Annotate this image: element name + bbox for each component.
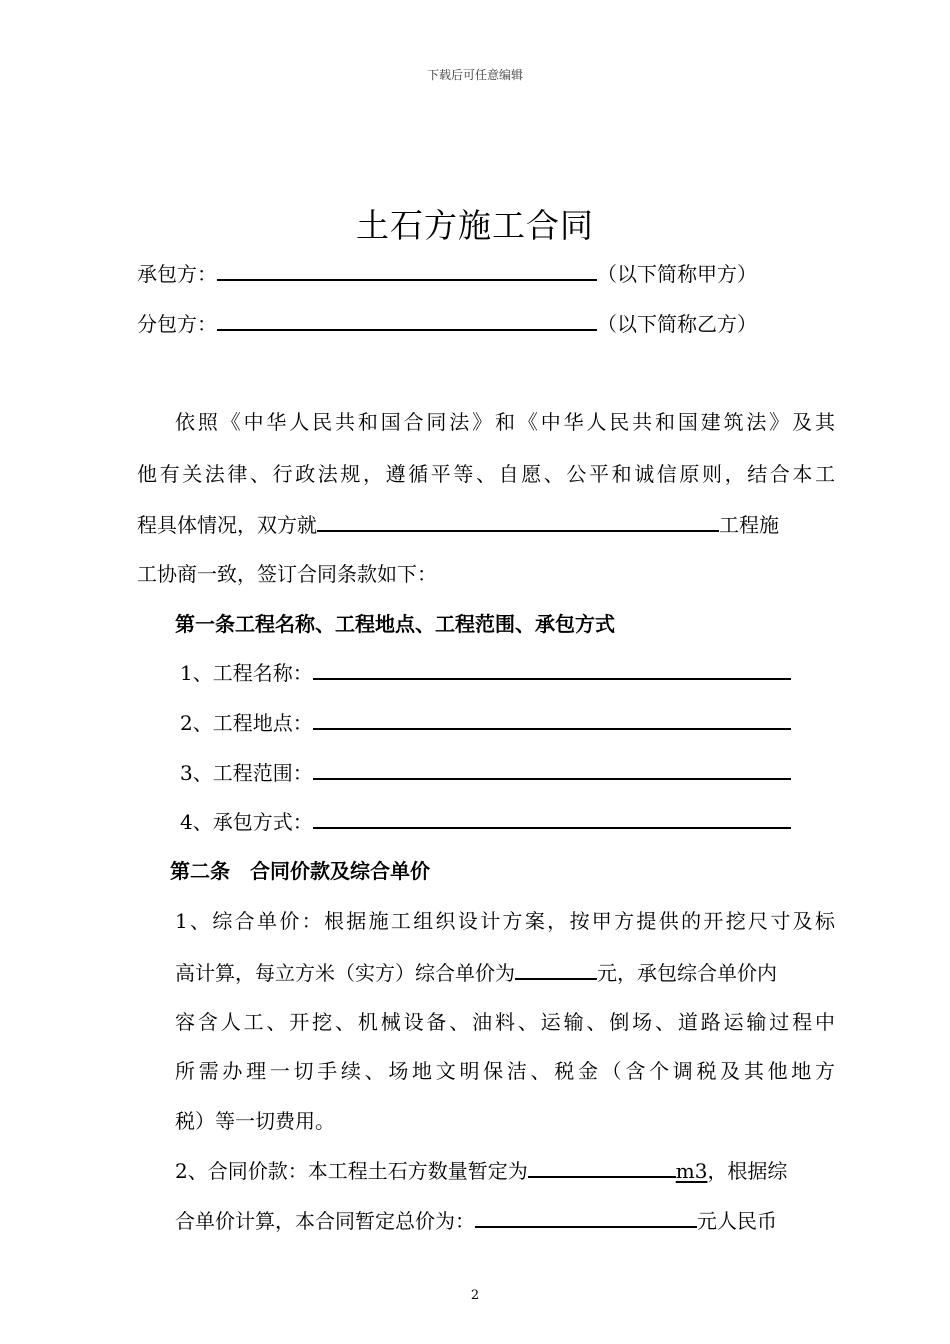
party-label: 承包方：	[137, 262, 217, 286]
intro-text: 程具体情况，双方就	[137, 513, 317, 537]
blank-line[interactable]	[475, 1206, 697, 1228]
party-contractor	[137, 259, 757, 288]
article-1-item	[180, 708, 791, 737]
blank-line[interactable]	[217, 309, 597, 331]
article-2-line: 1、综合单价：根据施工组织设计方案，按甲方提供的开挖尺寸及标	[175, 909, 835, 933]
intro-line: 他有关法律、行政法规，遵循平等、自愿、公平和诚信原则，结合本工	[137, 462, 835, 486]
article-1-item	[180, 758, 791, 787]
page-number: 2	[470, 1288, 480, 1303]
line-text: 元，承包综合单价内	[597, 961, 777, 985]
line-text: 元人民币	[697, 1209, 777, 1233]
intro-line	[137, 510, 779, 539]
blank-line[interactable]	[313, 807, 791, 829]
article-2-line	[175, 1156, 787, 1185]
blank-line[interactable]	[313, 708, 791, 730]
line-text: 高计算，每立方米（实方）综合单价为	[175, 961, 515, 985]
intro-line: 工协商一致，签订合同条款如下：	[137, 562, 437, 586]
article-1-heading: 第一条工程名称、工程地点、工程范围、承包方式	[175, 612, 615, 636]
blank-line[interactable]	[217, 259, 597, 281]
article-2-line: 所需办理一切手续、场地文明保洁、税金（含个调税及其他地方	[175, 1059, 835, 1083]
party-subcontractor	[137, 309, 757, 338]
article-2-line: 容含人工、开挖、机械设备、油料、运输、倒场、道路运输过程中	[175, 1010, 835, 1034]
document-title: 土石方施工合同	[356, 206, 594, 245]
article-2-line: 税）等一切费用。	[175, 1109, 335, 1133]
blank-line[interactable]	[317, 510, 719, 532]
blank-line[interactable]	[313, 658, 791, 680]
line-text: 合单价计算，本合同暂定总价为：	[175, 1209, 475, 1233]
article-2-line	[175, 1206, 777, 1235]
intro-text: 工程施	[719, 513, 779, 537]
line-text: ，根据综	[707, 1159, 788, 1183]
party-suffix: （以下简称乙方）	[597, 312, 757, 336]
article-1-item	[180, 658, 791, 687]
party-suffix: （以下简称甲方）	[597, 262, 757, 286]
blank-line[interactable]	[528, 1156, 676, 1178]
item-label: 3、工程范围：	[180, 761, 313, 785]
line-text: 2、合同价款：本工程土石方数量暂定为	[175, 1159, 528, 1183]
blank-line[interactable]	[515, 958, 597, 980]
party-label: 分包方：	[137, 312, 217, 336]
article-2-line	[175, 958, 777, 987]
item-label: 1、工程名称：	[180, 661, 313, 685]
article-1-item	[180, 807, 791, 836]
page-header: 下载后可任意编辑	[426, 68, 523, 82]
item-label: 4、承包方式：	[180, 810, 313, 834]
item-label: 2、工程地点：	[180, 711, 313, 735]
article-2-heading: 第二条 合同价款及综合单价	[170, 859, 430, 883]
blank-line[interactable]	[313, 758, 791, 780]
intro-line: 依照《中华人民共和国合同法》和《中华人民共和国建筑法》及其	[175, 410, 835, 434]
unit-text: m3	[675, 1159, 708, 1183]
